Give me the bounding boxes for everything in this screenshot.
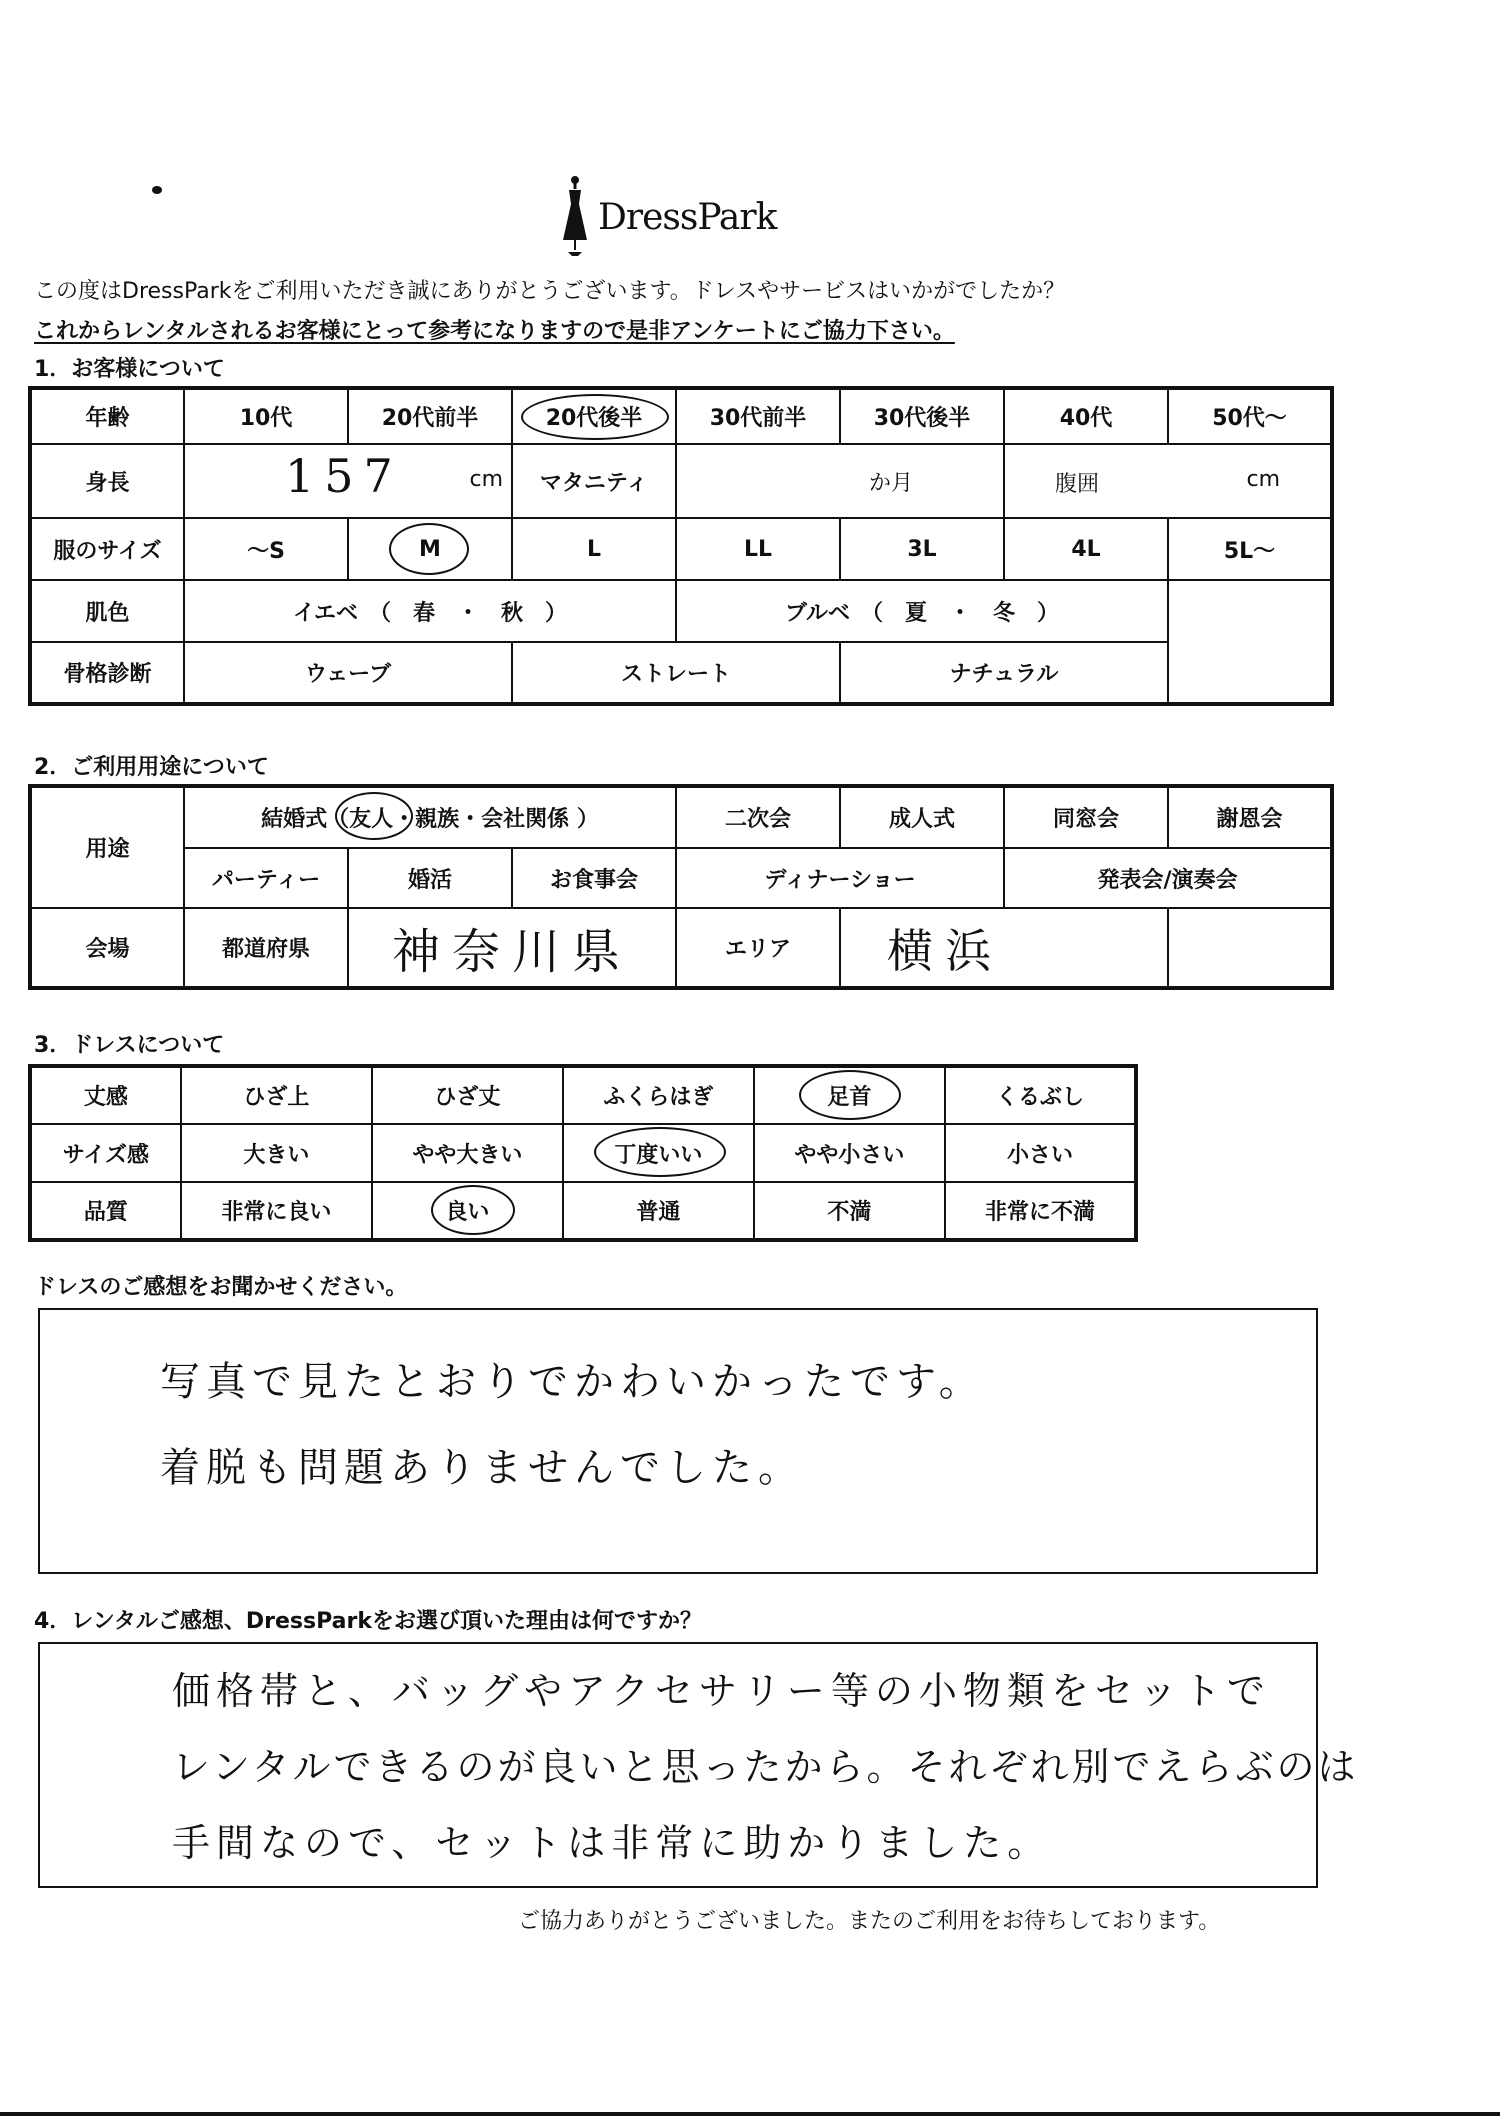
frame-option[interactable]: ウェーブ	[184, 642, 512, 704]
age-option[interactable]: 30代後半	[840, 388, 1004, 444]
purpose-option[interactable]: 成人式	[840, 786, 1004, 848]
area-value[interactable]: 横浜	[840, 908, 1168, 988]
purpose-option[interactable]: 発表会/演奏会	[1004, 848, 1332, 908]
size-label: 服のサイズ	[30, 518, 184, 580]
purpose-option[interactable]: パーティー	[184, 848, 348, 908]
quality-option[interactable]: 普通	[563, 1182, 754, 1240]
frame-label: 骨格診断	[30, 642, 184, 704]
quality-option-label: 良い	[445, 1200, 490, 1225]
fit-option[interactable]: やや小さい	[754, 1124, 945, 1182]
wedding-friend-label: 友人	[349, 807, 394, 832]
height-value: 157	[285, 449, 403, 503]
waist-field[interactable]	[1004, 444, 1332, 518]
age-option[interactable]: 30代前半	[676, 388, 840, 444]
reason-line: 手間なので、セットは非常に助かりました。	[172, 1821, 1052, 1865]
area-label: エリア	[676, 908, 840, 988]
age-option-selected[interactable]	[512, 388, 676, 444]
scan-speck	[152, 186, 162, 194]
age-option[interactable]: 50代～	[1168, 388, 1332, 444]
age-option-label: 20代後半	[545, 406, 643, 431]
age-option[interactable]: 10代	[184, 388, 348, 444]
purpose-option[interactable]: 二次会	[676, 786, 840, 848]
impressions-textarea[interactable]	[38, 1308, 1318, 1574]
size-option[interactable]: ～S	[184, 518, 348, 580]
quality-option[interactable]: 非常に不満	[945, 1182, 1136, 1240]
intro-request: これからレンタルされるお客様にとって参考になりますので是非アンケートにご協力下さい。	[34, 319, 955, 344]
quality-label: 品質	[30, 1182, 181, 1240]
age-option[interactable]: 40代	[1004, 388, 1168, 444]
dress-silhouette-icon	[560, 174, 590, 258]
reason-line: 価格帯と、バッグやアクセサリー等の小物類をセットで	[172, 1669, 1271, 1713]
length-option-label: 足首	[827, 1085, 872, 1110]
skin-yellow[interactable]: イエベ （ 春 ・ 秋 ）	[184, 580, 676, 642]
size-option[interactable]: L	[512, 518, 676, 580]
length-option[interactable]: ふくらはぎ	[563, 1066, 754, 1124]
frame-option[interactable]: ストレート	[512, 642, 840, 704]
empty-cell	[1168, 580, 1332, 642]
length-option-selected[interactable]	[754, 1066, 945, 1124]
wedding-suffix: ・親族・会社関係 ）	[393, 807, 599, 832]
empty-cell	[1168, 642, 1332, 704]
length-option[interactable]: ひざ丈	[372, 1066, 563, 1124]
length-label: 丈感	[30, 1066, 181, 1124]
prefecture-value[interactable]: 神奈川県	[348, 908, 676, 988]
purpose-wedding[interactable]	[184, 786, 676, 848]
waist-unit: cm	[1246, 467, 1280, 492]
height-unit: cm	[469, 467, 503, 492]
reason-line: レンタルできるのが良いと思ったから。それぞれ別でえらぶのは	[172, 1745, 1359, 1789]
purpose-option[interactable]: 謝恩会	[1168, 786, 1332, 848]
height-field[interactable]	[184, 444, 512, 518]
size-option[interactable]: 4L	[1004, 518, 1168, 580]
section3-title: 3．ドレスについて	[34, 1033, 225, 1058]
purpose-option[interactable]: お食事会	[512, 848, 676, 908]
purpose-option[interactable]: 婚活	[348, 848, 512, 908]
fit-option[interactable]: やや大きい	[372, 1124, 563, 1182]
age-option[interactable]: 20代前半	[348, 388, 512, 444]
impressions-line: 写真で見たとおりでかわいかったです。	[160, 1359, 985, 1405]
fit-option-selected[interactable]	[563, 1124, 754, 1182]
section4-title: 4．レンタルご感想、DressParkをお選び頂いた理由は何ですか？	[34, 1609, 702, 1634]
quality-option-selected[interactable]	[372, 1182, 563, 1240]
length-option[interactable]: ひざ上	[181, 1066, 372, 1124]
brand-logo	[560, 168, 776, 258]
section2-title: 2．ご利用用途について	[34, 755, 269, 780]
venue-label: 会場	[30, 908, 184, 988]
reason-textarea[interactable]	[38, 1642, 1359, 1888]
section1-title: 1．お客様について	[34, 357, 225, 382]
wedding-prefix: 結婚式（	[261, 807, 350, 832]
fit-option-label: 丁度いい	[614, 1142, 703, 1168]
customer-info-table	[28, 386, 1334, 706]
maternity-label: マタニティ	[512, 444, 676, 518]
fit-option[interactable]: 小さい	[945, 1124, 1136, 1182]
intro-text: この度はDressParkをご利用いただき誠にありがとうございます。ドレスやサービスはいかがでしたか？	[34, 279, 1066, 304]
waist-label: 腹囲	[1055, 472, 1100, 497]
height-label: 身長	[30, 444, 184, 518]
size-option[interactable]: 5L～	[1168, 518, 1332, 580]
fit-option[interactable]: 大きい	[181, 1124, 372, 1182]
frame-option[interactable]: ナチュラル	[840, 642, 1168, 704]
maternity-unit: か月	[868, 470, 913, 496]
purpose-label: 用途	[30, 786, 184, 908]
length-option[interactable]: くるぶし	[945, 1066, 1136, 1124]
footer-thanks: ご協力ありがとうございました。またのご利用をお待ちしております。	[518, 1909, 1221, 1934]
size-option[interactable]: 3L	[840, 518, 1004, 580]
usage-table	[28, 784, 1334, 990]
empty-cell	[1168, 908, 1332, 988]
scan-edge-line	[0, 2112, 1500, 2116]
skin-label: 肌色	[30, 580, 184, 642]
brand-name: DressPark	[598, 197, 777, 238]
dress-table	[28, 1064, 1138, 1242]
fit-label: サイズ感	[30, 1124, 181, 1182]
purpose-option[interactable]: 同窓会	[1004, 786, 1168, 848]
age-label: 年齢	[30, 388, 184, 444]
size-option[interactable]: LL	[676, 518, 840, 580]
quality-option[interactable]: 不満	[754, 1182, 945, 1240]
size-option-label: M	[419, 536, 441, 562]
skin-blue[interactable]: ブルベ （ 夏 ・ 冬 ）	[676, 580, 1168, 642]
wedding-friend-option[interactable]	[349, 802, 393, 833]
impressions-title: ドレスのご感想をお聞かせください。	[34, 1275, 408, 1300]
maternity-field[interactable]	[676, 444, 1004, 518]
purpose-option[interactable]: ディナーショー	[676, 848, 1004, 908]
impressions-line: 着脱も問題ありませんでした。	[160, 1445, 804, 1491]
quality-option[interactable]: 非常に良い	[181, 1182, 372, 1240]
size-option-selected[interactable]	[348, 518, 512, 580]
prefecture-label: 都道府県	[184, 908, 348, 988]
